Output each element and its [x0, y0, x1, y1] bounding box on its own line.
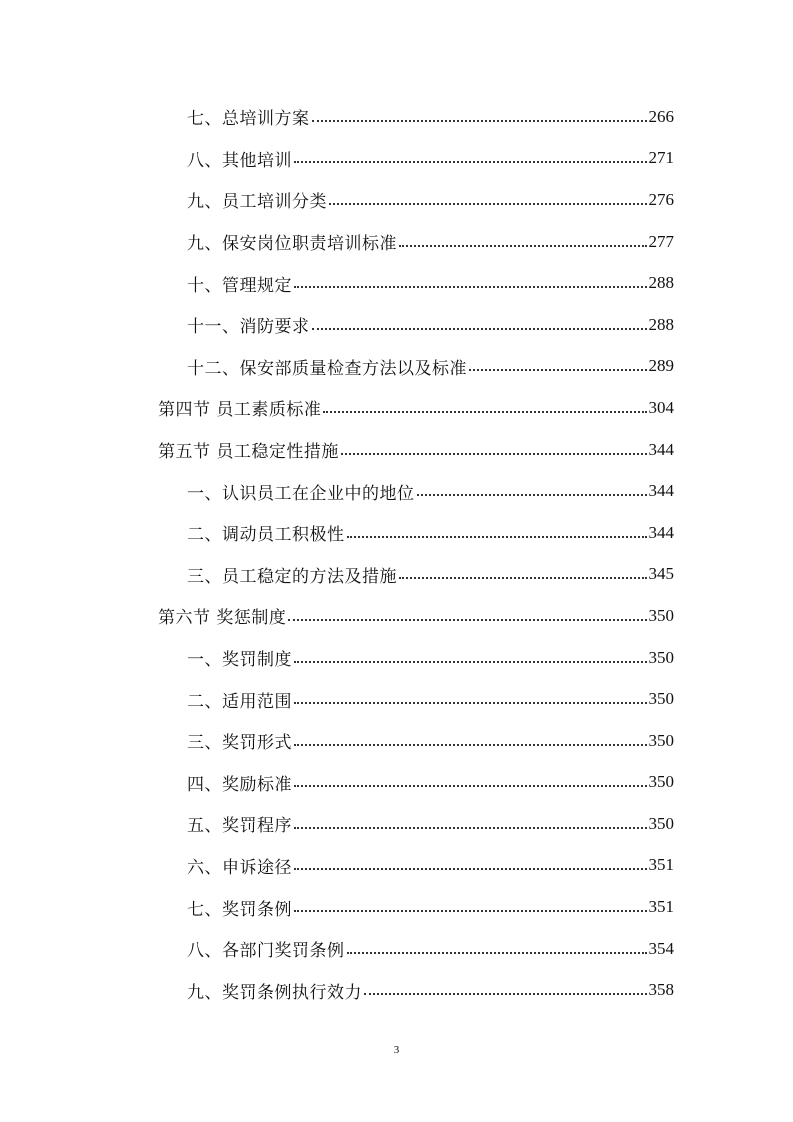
dot-leader [312, 328, 647, 330]
toc-entry-title: 第六节 奖惩制度 [158, 608, 287, 629]
toc-entry-page: 271 [648, 148, 674, 168]
toc-entry-title: 三、奖罚形式 [187, 733, 292, 754]
toc-entry-title: 一、奖罚制度 [187, 650, 292, 671]
toc-entry-page: 351 [648, 897, 674, 917]
toc-entry-title: 八、各部门奖罚条例 [187, 941, 345, 962]
toc-entry-page: 276 [648, 189, 674, 209]
dot-leader [323, 411, 646, 413]
dot-leader [294, 868, 647, 870]
toc-entry-title: 十一、消防要求 [187, 317, 310, 338]
toc-section-entry[interactable] [0, 387, 793, 429]
toc-entry-title: 五、奖罚程序 [187, 816, 292, 837]
toc-entry-title: 九、员工培训分类 [187, 192, 327, 213]
dot-leader [364, 993, 647, 995]
toc-entry-page: 350 [648, 813, 674, 833]
toc-entry[interactable] [0, 470, 793, 512]
toc-entry[interactable] [0, 678, 793, 720]
toc-entry[interactable] [0, 720, 793, 762]
toc-entry-title: 四、奖励标准 [187, 774, 292, 795]
toc-entry-title: 第五节 员工稳定性措施 [158, 442, 339, 463]
dot-leader [347, 952, 647, 954]
dot-leader [347, 536, 647, 538]
toc-section-entry[interactable] [0, 429, 793, 471]
toc-section-entry[interactable] [0, 595, 793, 637]
dot-leader [399, 245, 647, 247]
toc-entry-page: 350 [648, 689, 674, 709]
toc-entry-title: 七、奖罚条例 [187, 899, 292, 920]
toc-entry[interactable] [0, 762, 793, 804]
toc-entry-page: 350 [648, 605, 674, 625]
dot-leader [294, 702, 647, 704]
toc-entry-title: 二、调动员工积极性 [187, 525, 345, 546]
toc-entry-title: 二、适用范围 [187, 691, 292, 712]
toc-entry[interactable] [0, 637, 793, 679]
toc-entry[interactable] [0, 262, 793, 304]
table-of-contents [0, 96, 793, 1011]
toc-entry[interactable] [0, 304, 793, 346]
toc-entry-title: 十二、保安部质量检查方法以及标准 [187, 358, 467, 379]
toc-entry[interactable] [0, 346, 793, 388]
toc-entry[interactable] [0, 928, 793, 970]
toc-entry[interactable] [0, 845, 793, 887]
dot-leader [294, 286, 647, 288]
toc-entry[interactable] [0, 96, 793, 138]
toc-entry-title: 七、总培训方案 [187, 109, 310, 130]
dot-leader [294, 744, 647, 746]
toc-entry-title: 十、管理规定 [187, 275, 292, 296]
toc-entry[interactable] [0, 138, 793, 180]
toc-entry-page: 289 [648, 356, 674, 376]
toc-entry[interactable] [0, 803, 793, 845]
toc-entry-page: 350 [648, 730, 674, 750]
toc-entry[interactable] [0, 554, 793, 596]
dot-leader [399, 577, 647, 579]
toc-entry-page: 344 [648, 522, 674, 542]
toc-entry-page: 358 [648, 980, 674, 1000]
toc-entry-page: 350 [648, 772, 674, 792]
toc-entry-page: 344 [648, 481, 674, 501]
toc-entry-page: 304 [648, 397, 674, 417]
dot-leader [294, 827, 647, 829]
toc-entry-page: 288 [648, 314, 674, 334]
dot-leader [294, 910, 647, 912]
dot-leader [417, 494, 647, 496]
toc-entry-page: 288 [648, 273, 674, 293]
toc-entry[interactable] [0, 512, 793, 554]
toc-entry[interactable] [0, 179, 793, 221]
toc-entry-title: 第四节 员工素质标准 [158, 400, 322, 421]
dot-leader [294, 661, 647, 663]
dot-leader [294, 785, 647, 787]
toc-entry[interactable] [0, 221, 793, 263]
toc-entry-page: 354 [648, 938, 674, 958]
toc-entry-page: 277 [648, 231, 674, 251]
dot-leader [312, 120, 647, 122]
toc-entry-title: 六、申诉途径 [187, 857, 292, 878]
toc-entry-title: 八、其他培训 [187, 150, 292, 171]
page-number: 3 [393, 1044, 400, 1056]
toc-entry[interactable] [0, 886, 793, 928]
dot-leader [341, 453, 647, 455]
toc-entry-page: 344 [648, 439, 674, 459]
dot-leader [288, 619, 646, 621]
toc-entry-title: 一、认识员工在企业中的地位 [187, 483, 415, 504]
toc-entry-title: 九、奖罚条例执行效力 [187, 982, 362, 1003]
toc-entry-page: 345 [648, 564, 674, 584]
toc-entry-title: 三、员工稳定的方法及措施 [187, 566, 397, 587]
toc-entry-title: 九、保安岗位职责培训标准 [187, 234, 397, 255]
toc-entry-page: 351 [648, 855, 674, 875]
dot-leader [294, 161, 647, 163]
toc-entry-page: 266 [648, 106, 674, 126]
dot-leader [329, 203, 647, 205]
toc-entry[interactable] [0, 969, 793, 1011]
toc-entry-page: 350 [648, 647, 674, 667]
dot-leader [469, 369, 647, 371]
